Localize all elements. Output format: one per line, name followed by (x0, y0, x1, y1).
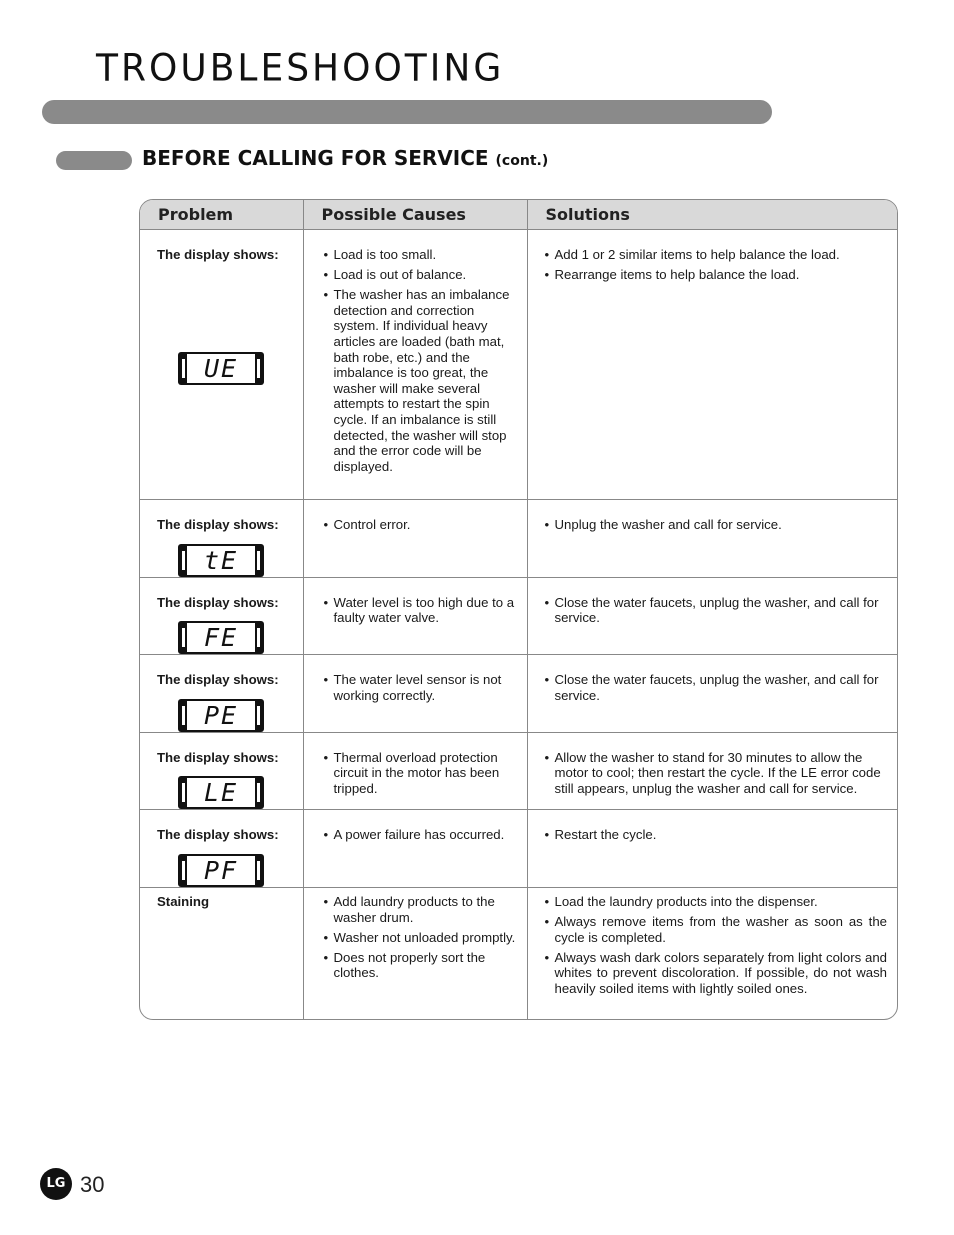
header-solutions: Solutions (527, 200, 897, 230)
problem-cell (140, 577, 303, 655)
page-number: 30 (80, 1172, 105, 1197)
cause-item: • Water level is too high due to a faulty water valve. (324, 595, 523, 626)
troubleshooting-table (139, 199, 898, 1020)
solution-item: • Add 1 or 2 similar items to help balance the load. (545, 247, 888, 263)
solution-item-list (545, 894, 888, 997)
problem-label: The display shows: (157, 749, 279, 765)
table-row (140, 810, 897, 888)
problem-label: The display shows: (157, 247, 279, 262)
possible-causes-cell (303, 732, 527, 810)
solution-item-list (545, 247, 888, 283)
table-row (140, 577, 897, 655)
problem-label: The display shows: (157, 517, 279, 532)
error-code: PF (187, 856, 255, 885)
solution-item: • Close the water faucets, unplug the washer, and call for service. (545, 595, 888, 626)
error-code: UE (187, 354, 255, 383)
cause-item-list (324, 750, 523, 797)
table-row (140, 500, 897, 578)
cause-item-list (324, 517, 523, 533)
solution-item-list (545, 672, 888, 703)
cause-item-list (324, 894, 523, 981)
problem-cell (140, 887, 303, 1019)
problem-cell (140, 732, 303, 810)
section-marker-pill (56, 151, 132, 170)
solution-item: • Unplug the washer and call for service. (545, 517, 888, 533)
solution-item-list (545, 595, 888, 626)
possible-causes-cell (303, 230, 527, 500)
solutions-cell (527, 810, 897, 888)
error-code-display-icon (178, 699, 264, 732)
table-header-row (140, 200, 897, 230)
cause-item: • The water level sensor is not working correctly. (324, 672, 523, 703)
cause-item: • Does not properly sort the clothes. (324, 950, 523, 981)
cause-item: • A power failure has occurred. (324, 827, 523, 843)
solution-item: • Close the water faucets, unplug the washer, and call for service. (545, 672, 888, 703)
error-code: tE (187, 546, 255, 575)
solutions-cell (527, 655, 897, 733)
lg-logo-icon: LG (40, 1168, 72, 1200)
section-title-suffix: (cont.) (495, 153, 549, 169)
possible-causes-cell (303, 500, 527, 578)
solutions-cell (527, 732, 897, 810)
error-code-display-icon (178, 621, 264, 654)
title-divider-bar (42, 100, 772, 124)
possible-causes-cell (303, 810, 527, 888)
solutions-cell (527, 230, 897, 500)
header-possible-causes: Possible Causes (303, 200, 527, 230)
cause-item: • Load is out of balance. (324, 267, 523, 283)
cause-item-list (324, 827, 523, 843)
solutions-cell (527, 500, 897, 578)
error-code: PE (187, 701, 255, 730)
problem-cell (140, 500, 303, 578)
error-code: FE (187, 623, 255, 652)
table-row (140, 655, 897, 733)
problem-cell (140, 810, 303, 888)
problem-cell (140, 230, 303, 500)
problem-label: Staining (157, 893, 210, 909)
error-code-display-icon (178, 352, 264, 385)
solution-item: • Load the laundry products into the dispenser. (545, 894, 888, 910)
error-code-display-icon (178, 776, 264, 809)
solution-item: • Rearrange items to help balance the load. (545, 267, 888, 283)
table-row (140, 230, 897, 500)
problem-label: The display shows: (157, 594, 279, 610)
section-title-text: BEFORE CALLING FOR SERVICE (142, 146, 489, 170)
table-row (140, 887, 897, 1019)
problem-label: The display shows: (157, 827, 279, 843)
solution-item-list (545, 827, 888, 843)
possible-causes-cell (303, 655, 527, 733)
problem-label: The display shows: (157, 672, 279, 688)
cause-item: • Add laundry products to the washer drum. (324, 894, 523, 925)
cause-item: • Washer not unloaded promptly. (324, 930, 523, 946)
solution-item-list (545, 517, 888, 533)
solution-item: • Always wash dark colors separately from light colors and whites to prevent discoloration. If possible, do not wash heavily soiled items with lightly soiled ones. (545, 950, 888, 997)
section-title (142, 146, 548, 170)
cause-item: • The washer has an imbalance detection and correction system. If individual heavy articles are loaded (bath mat, bath robe, etc.) and the imbalance is too great, the washer will make several attempts to restart the spin cycle. If an imbalance is still detected, the washer will stop and the error code will be displayed. (324, 287, 523, 474)
cause-item-list (324, 672, 523, 703)
cause-item-list (324, 595, 523, 626)
solution-item: • Allow the washer to stand for 30 minutes to allow the motor to cool; then restart the cycle. If the LE error code still appears, unplug the washer and call for service. (545, 750, 888, 797)
possible-causes-cell (303, 577, 527, 655)
page-title: TROUBLESHOOTING (96, 46, 505, 91)
solution-item: • Always remove items from the washer as soon as the cycle is completed. (545, 914, 888, 945)
header-problem: Problem (140, 200, 303, 230)
solution-item: • Restart the cycle. (545, 827, 888, 843)
possible-causes-cell (303, 887, 527, 1019)
problem-cell (140, 655, 303, 733)
cause-item: • Control error. (324, 517, 523, 533)
error-code: LE (187, 778, 255, 807)
solution-item-list (545, 750, 888, 797)
solutions-cell (527, 887, 897, 1019)
error-code-display-icon (178, 854, 264, 887)
cause-item: • Load is too small. (324, 247, 523, 263)
solutions-cell (527, 577, 897, 655)
table-row (140, 732, 897, 810)
cause-item: • Thermal overload protection circuit in the motor has been tripped. (324, 750, 523, 797)
error-code-display-icon (178, 544, 264, 577)
cause-item-list (324, 247, 523, 474)
